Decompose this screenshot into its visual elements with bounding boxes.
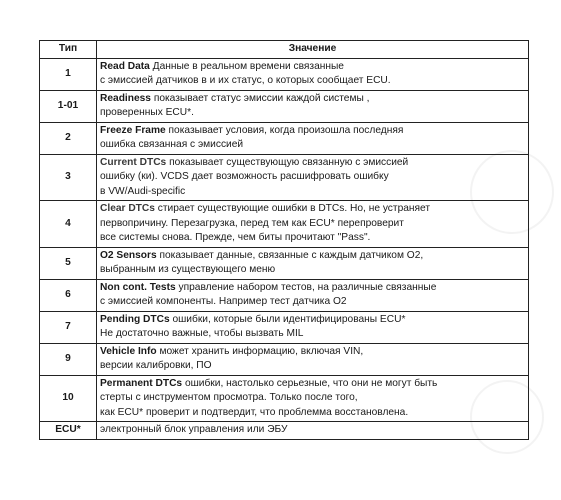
value-line	[100, 231, 525, 246]
value-line	[100, 74, 525, 89]
value-line	[100, 138, 525, 153]
table-row	[40, 422, 529, 440]
description-text: первопричину. Перезагрузка, перед тем как ECU* перепроверит	[100, 217, 404, 229]
description-text: ошибка связанная с эмиссией	[100, 139, 244, 150]
row-type-cell: 1-01	[40, 90, 97, 122]
value-line	[100, 156, 525, 171]
description-text: Данные в реальном времени связанные	[152, 60, 344, 72]
table-row	[40, 122, 529, 154]
description-text: с эмиссией компоненты. Например тест датчика O2	[100, 296, 347, 307]
function-term: Clear DTCs	[100, 203, 155, 214]
row-value-cell	[97, 201, 529, 248]
description-text: ошибки, которые были идентифицированы ECU*	[172, 313, 406, 325]
obd-modes-table-container	[39, 40, 528, 440]
value-line	[100, 327, 525, 342]
description-text: показывает условия, когда произошла последняя	[168, 124, 404, 136]
description-text: может хранить информацию, включая VIN,	[159, 345, 364, 357]
value-line	[100, 185, 525, 200]
row-value-cell	[97, 247, 529, 279]
description-text: выбранным из существующего меню	[100, 264, 276, 275]
description-text: электронный блок управления или ЭБУ	[100, 424, 288, 435]
table-header-row	[40, 41, 529, 59]
value-line	[100, 295, 525, 310]
function-term: Current DTCs	[100, 156, 167, 168]
row-value-cell	[97, 311, 529, 343]
description-text: стерты с инструментом просмотра. Только после того,	[100, 392, 358, 403]
value-line	[100, 60, 525, 75]
table-row	[40, 343, 529, 375]
value-line	[100, 377, 525, 392]
value-line	[100, 124, 525, 139]
row-value-cell	[97, 90, 529, 122]
row-value-cell	[97, 154, 529, 201]
table-row	[40, 375, 529, 422]
value-line	[100, 281, 525, 296]
function-term: Non cont. Tests	[100, 281, 176, 293]
table-row	[40, 247, 529, 279]
table-row	[40, 311, 529, 343]
function-term: Pending DTCs	[100, 313, 170, 325]
value-line	[100, 391, 525, 406]
value-line	[100, 406, 525, 421]
row-type-cell: 9	[40, 343, 97, 375]
function-term: Read Data	[100, 60, 150, 72]
description-text: показывает существующую связанную с эмиссией	[169, 156, 409, 168]
row-type-cell: 1	[40, 58, 97, 90]
row-type-cell: 7	[40, 311, 97, 343]
value-line	[100, 92, 525, 107]
table-row	[40, 279, 529, 311]
description-text: все системы снова. Прежде, чем биты прочитают "Pass".	[100, 232, 371, 243]
function-term: Freeze Frame	[100, 124, 166, 136]
row-value-cell	[97, 422, 529, 440]
row-value-cell	[97, 375, 529, 422]
table-row	[40, 90, 529, 122]
description-text: показывает данные, связанные с каждым датчиком O2,	[159, 249, 424, 261]
row-value-cell	[97, 343, 529, 375]
description-text: версии калибровки, ПО	[100, 360, 212, 371]
value-line	[100, 249, 525, 264]
value-line	[100, 217, 525, 232]
table-row	[40, 201, 529, 248]
row-type-cell: 6	[40, 279, 97, 311]
row-value-cell	[97, 58, 529, 90]
function-term: O2 Sensors	[100, 249, 157, 261]
row-type-cell: 5	[40, 247, 97, 279]
description-text: стирает существующие ошибки в DTCs. Но, не устраняет	[157, 203, 431, 214]
value-line	[100, 359, 525, 374]
row-type-cell: 2	[40, 122, 97, 154]
value-line	[100, 170, 525, 185]
description-text: как ECU* проверит и подтвердит, что проблемма восстановлена.	[100, 406, 409, 418]
description-text: показывает статус эмиссии каждой системы ,	[153, 92, 370, 104]
description-text: ошибки, настолько серьезные, что они не могут быть	[184, 377, 438, 389]
value-line	[100, 202, 525, 217]
value-line	[100, 106, 525, 121]
table-body	[40, 58, 529, 439]
description-text: проверенных ECU*.	[100, 107, 194, 118]
column-header-type: Тип	[40, 41, 97, 59]
description-text: Не достаточно важные, чтобы вызвать MIL	[100, 328, 304, 339]
row-type-cell: ECU*	[40, 422, 97, 440]
row-type-cell: 10	[40, 375, 97, 422]
function-term: Permanent DTCs	[100, 377, 183, 389]
table-row	[40, 58, 529, 90]
description-text: ошибку (ки). VCDS дает возможность расшифровать ошибку	[100, 171, 389, 182]
value-line	[100, 345, 525, 360]
column-header-value: Значение	[97, 41, 529, 59]
row-value-cell	[97, 122, 529, 154]
table-row	[40, 154, 529, 201]
row-value-cell	[97, 279, 529, 311]
function-term: Vehicle Info	[100, 345, 157, 357]
value-line	[100, 313, 525, 328]
function-term: Readiness	[100, 92, 151, 104]
description-text: управление набором тестов, на различные связанные	[178, 281, 437, 293]
row-type-cell: 3	[40, 154, 97, 201]
description-text: с эмиссией датчиков в и их статус, о которых сообщает ECU.	[100, 75, 391, 86]
obd-modes-table	[39, 40, 529, 440]
value-line	[100, 263, 525, 278]
value-line	[100, 423, 525, 438]
description-text: в VW/Audi-specific	[100, 185, 186, 197]
row-type-cell: 4	[40, 201, 97, 248]
